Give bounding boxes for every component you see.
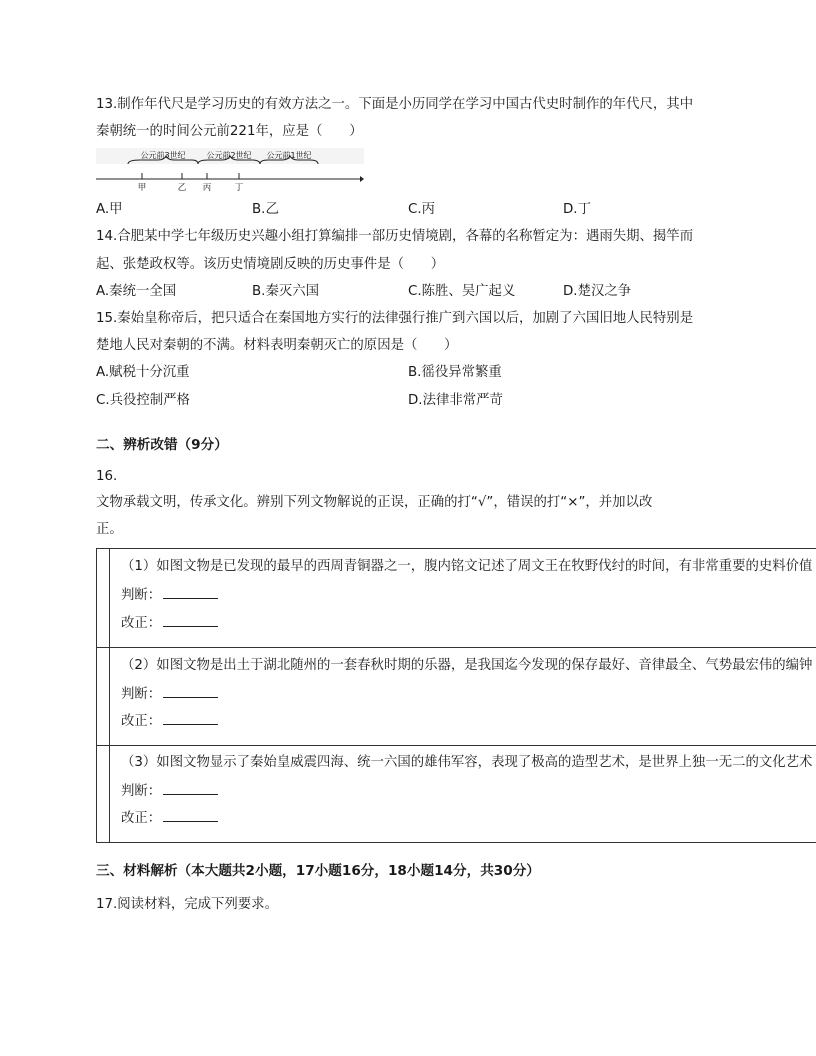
q14-stem-line1: 14.合肥某中学七年级历史兴趣小组打算编排一部历史情境剧，各幕的名称暂定为：遇雨失期、揭竿而 <box>96 229 694 244</box>
q16-row3-judge <box>121 781 218 801</box>
q14-option-a[interactable]: A.秦统一全国 <box>96 284 177 299</box>
timeline-figure <box>96 146 364 192</box>
q16-row2-judge <box>121 684 218 704</box>
q14-option-d[interactable]: D.楚汉之争 <box>563 284 632 299</box>
q13-stem-line2: 秦朝统一的时间公元前221年，应是（ ） <box>96 124 363 139</box>
timeline-mark-ding: 丁 <box>234 183 244 192</box>
judge-blank[interactable] <box>163 684 218 698</box>
q16-intro-line1: 文物承载文明，传承文化。辨别下列文物解说的正误，正确的打“√”，错误的打“×”，并加以改 <box>96 495 653 510</box>
q16-number: 16. <box>96 469 118 484</box>
correct-blank[interactable] <box>163 613 218 627</box>
q15-stem-line1: 15.秦始皇称帝后，把只适合在秦国地方实行的法律强行推广到六国以后，加剧了六国旧地人民特别是 <box>96 311 694 326</box>
q15-stem-line2: 楚地人民对秦朝的不满。材料表明秦朝灭亡的原因是（ ） <box>96 338 458 353</box>
q14-option-b[interactable]: B.秦灭六国 <box>252 284 320 299</box>
q16-row1-text: （1）如图文物是已发现的最早的西周青铜器之一，腹内铭文记述了周文王在牧野伐纣的时间，有非常重要的史料价值 <box>121 559 813 574</box>
q15-option-a[interactable]: A.赋税十分沉重 <box>96 365 190 380</box>
timeline-segment-1: 公元前3世纪 <box>140 151 186 160</box>
timeline-mark-bing: 丙 <box>202 183 212 192</box>
section3-title: 三、材料解析（本大题共2小题，17小题16分，18小题14分，共30分） <box>96 863 540 879</box>
judge-blank[interactable] <box>163 585 218 599</box>
correct-label: 改正： <box>121 811 162 826</box>
q16-row2-text: （2）如图文物是出土于湖北随州的一套春秋时期的乐器，是我国迄今发现的保存最好、音律最全、气势最宏伟的编钟 <box>121 658 813 673</box>
q16-row2-correct <box>121 711 218 731</box>
q15-option-b[interactable]: B.徭役异常繁重 <box>408 365 502 380</box>
timeline-segment-2: 公元前2世纪 <box>206 151 252 160</box>
judge-label: 判断： <box>121 588 162 603</box>
timeline-svg <box>96 146 364 192</box>
q16-row3-correct <box>121 808 218 828</box>
correct-label: 改正： <box>121 616 162 631</box>
q14-stem-line2: 起、张楚政权等。该历史情境剧反映的历史事件是（ ） <box>96 257 445 272</box>
judge-blank[interactable] <box>163 781 218 795</box>
q14-option-c[interactable]: C.陈胜、吴广起义 <box>408 284 516 299</box>
timeline-mark-yi: 乙 <box>177 183 187 192</box>
q13-option-a[interactable]: A.甲 <box>96 202 123 217</box>
q15-option-d[interactable]: D.法律非常严苛 <box>408 393 503 408</box>
correct-blank[interactable] <box>163 808 218 822</box>
timeline-segment-3: 公元前1世纪 <box>266 151 312 160</box>
q16-intro-line2: 正。 <box>96 522 123 537</box>
judge-label: 判断： <box>121 784 162 799</box>
q13-option-d[interactable]: D.丁 <box>563 202 591 217</box>
section2-title: 二、辨析改错（9分） <box>96 437 228 453</box>
timeline-mark-jia: 甲 <box>137 183 147 192</box>
q16-row1-judge <box>121 585 218 605</box>
q16-row1-correct <box>121 613 218 633</box>
q13-stem-line1: 13.制作年代尺是学习历史的有效方法之一。下面是小历同学在学习中国古代史时制作的年代尺，其中 <box>96 97 694 112</box>
q15-option-c[interactable]: C.兵役控制严格 <box>96 393 190 408</box>
q17-stem: 17.阅读材料，完成下列要求。 <box>96 897 278 912</box>
q13-option-b[interactable]: B.乙 <box>252 202 279 217</box>
q13-option-c[interactable]: C.丙 <box>408 202 435 217</box>
q16-answer-table <box>96 548 816 843</box>
correct-label: 改正： <box>121 714 162 729</box>
judge-label: 判断： <box>121 687 162 702</box>
correct-blank[interactable] <box>163 711 218 725</box>
q16-row3-text: （3）如图文物显示了秦始皇威震四海、统一六国的雄伟军容，表现了极高的造型艺术，是世界上独一无二的文化艺术 <box>121 755 813 770</box>
